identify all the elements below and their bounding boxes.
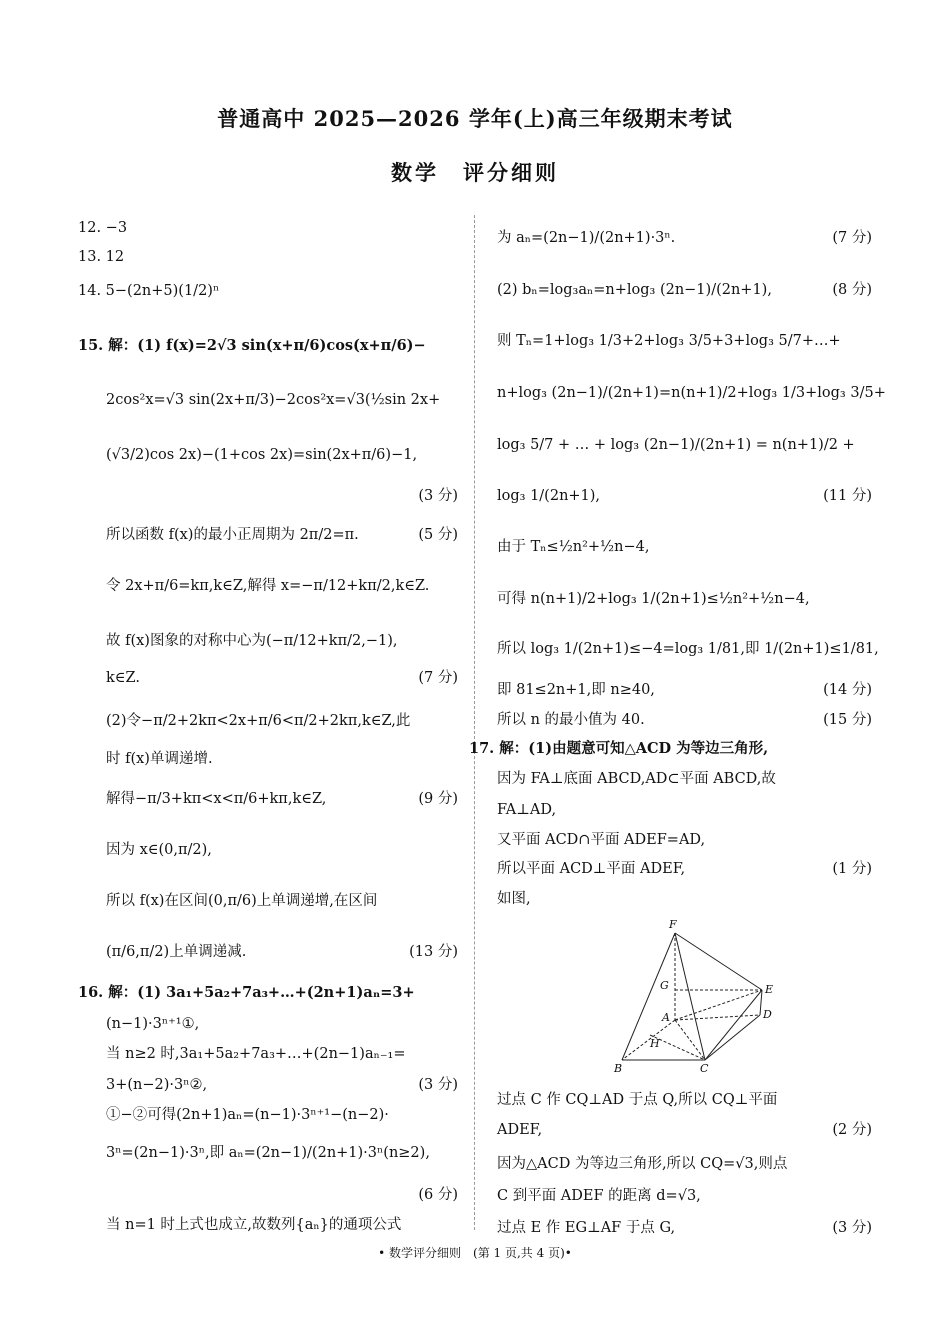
edge-AD [675, 1015, 760, 1020]
left-line [106, 577, 458, 595]
left-line [106, 446, 458, 464]
left-line [106, 892, 458, 910]
score: (3 分) [418, 1077, 458, 1093]
line-text: 时 f(x)单调递增. [106, 751, 213, 767]
line-text: 3+(n−2)·3ⁿ②, [106, 1077, 208, 1093]
left-line [106, 841, 458, 859]
line-text: 为 aₙ=(2n−1)/(2n+1)·3ⁿ. [497, 230, 676, 246]
right-line [497, 640, 879, 658]
line-text: 17. 解：(1)由题意可知△ACD 为等边三角形, [469, 740, 769, 757]
label-F: F [669, 918, 677, 931]
left-line [106, 1015, 458, 1033]
line-text: 故 f(x)图象的对称中心为(−π/12+kπ/2,−1), [106, 633, 398, 649]
label-B: B [614, 1062, 623, 1075]
line-text: n+log₃ (2n−1)/(2n+1)=n(n+1)/2+log₃ 1/3+log₃ 3/5+ [497, 385, 886, 401]
line-text: 13. 12 [78, 249, 125, 265]
line-text: 所以 log₃ 1/(2n+1)≤−4=log₃ 1/81,即 1/(2n+1)≤1/81, [497, 641, 879, 657]
line-text: 因为 FA⊥底面 ABCD,AD⊂平面 ABCD,故 [497, 771, 776, 787]
line-text: log₃ 1/(2n+1), [497, 488, 601, 504]
left-line [78, 984, 458, 1002]
edge-FC [675, 933, 705, 1060]
label-A: A [662, 1011, 670, 1024]
edge-FB [622, 933, 675, 1060]
left-line [106, 750, 458, 768]
left-line [78, 248, 458, 266]
page-footer: • 数学评分细则 (第 1 页,共 4 页)• [378, 1246, 572, 1260]
line-text: 即 81≤2n+1,即 n≥40, [497, 682, 655, 698]
line-text: 16. 解：(1) 3a₁+5a₂+7a₃+…+(2n+1)aₙ=3+ [78, 984, 415, 1001]
right-line [497, 384, 886, 402]
right-line [497, 711, 872, 729]
label-G: G [660, 979, 669, 992]
line-text: (π/6,π/2)上单调递减. [106, 944, 247, 960]
left-line [106, 526, 458, 544]
line-text: 如图, [497, 891, 531, 907]
edge-CD [705, 1015, 760, 1060]
right-line [497, 1155, 872, 1173]
line-text: (√3/2)cos 2x)−(1+cos 2x)=sin(2x+π/6)−1, [106, 447, 418, 463]
line-text: log₃ 5/7 + … + log₃ (2n−1)/(2n+1) = n(n+1)/2 + [497, 437, 855, 453]
edge-ED [760, 990, 762, 1015]
line-text: 12. −3 [78, 220, 128, 236]
right-line [497, 860, 872, 878]
left-line [106, 790, 458, 808]
left-line [106, 1216, 458, 1234]
right-line [497, 1121, 872, 1139]
line-text: 2cos²x=√3 sin(2x+π/3)−2cos²x=√3(½sin 2x+ [106, 392, 441, 408]
line-text: 所以函数 f(x)的最小正周期为 2π/2=π. [106, 527, 359, 543]
score: (5 分) [418, 527, 458, 543]
line-text: 可得 n(n+1)/2+log₃ 1/(2n+1)≤½n²+½n−4, [497, 591, 810, 607]
left-line [106, 391, 458, 409]
line-text: 令 2x+π/6=kπ,k∈Z,解得 x=−π/12+kπ/2,k∈Z. [106, 578, 430, 594]
score: (2 分) [832, 1122, 872, 1138]
line-text: C 到平面 ADEF 的距离 d=√3, [497, 1188, 701, 1204]
line-text: 解得−π/3+kπ<x<π/6+kπ,k∈Z, [106, 791, 327, 807]
right-line [497, 436, 872, 454]
line-text: 当 n=1 时上式也成立,故数列{aₙ}的通项公式 [106, 1217, 402, 1233]
score: (3 分) [832, 1220, 872, 1236]
line-text: 所以 n 的最小值为 40. [497, 712, 645, 728]
left-line [106, 943, 458, 961]
edge-FE [675, 933, 762, 990]
right-line [497, 332, 872, 350]
left-line [78, 337, 458, 355]
left-line [106, 1045, 458, 1063]
left-line [106, 669, 458, 687]
line-text: 因为 x∈(0,π/2), [106, 842, 212, 858]
line-text: (n−1)·3ⁿ⁺¹①, [106, 1016, 200, 1032]
page-subtitle: 数学 评分细则 [391, 160, 559, 185]
right-line [497, 801, 872, 819]
right-line [497, 281, 872, 299]
line-text: 当 n≥2 时,3a₁+5a₂+7a₃+…+(2n−1)aₙ₋₁= [106, 1046, 406, 1062]
line-text: (2) bₙ=log₃aₙ=n+log₃ (2n−1)/(2n+1), [497, 282, 772, 298]
line-text: 14. 5−(2n+5)(1/2)ⁿ [78, 283, 220, 299]
score: (14 分) [823, 682, 872, 698]
score: (6 分) [418, 1187, 458, 1203]
left-line [106, 1076, 458, 1094]
left-line [106, 632, 458, 650]
page-title: 普通高中 2025—2026 学年(上)高三年级期末考试 [217, 106, 733, 131]
line-text: FA⊥AD, [497, 802, 557, 818]
left-line [78, 219, 458, 237]
line-text: 因为△ACD 为等边三角形,所以 CQ=√3,则点 [497, 1156, 788, 1172]
score: (13 分) [409, 944, 458, 960]
edge-CE [705, 990, 762, 1060]
score: (7 分) [832, 230, 872, 246]
score: (3 分) [418, 488, 458, 504]
right-line [469, 740, 872, 758]
right-line [497, 1187, 872, 1205]
left-line [106, 1106, 458, 1124]
score: (11 分) [823, 488, 872, 504]
right-line [497, 1091, 872, 1109]
line-text: k∈Z. [106, 670, 140, 686]
geometry-figure [610, 915, 790, 1075]
line-text: ①−②可得(2n+1)aₙ=(n−1)·3ⁿ⁺¹−(n−2)· [106, 1107, 389, 1123]
right-line [497, 831, 872, 849]
label-E: E [765, 983, 774, 996]
label-D: D [763, 1008, 772, 1021]
line-text: 所以平面 ACD⊥平面 ADEF, [497, 861, 686, 877]
label-C: C [700, 1062, 709, 1075]
right-line [497, 229, 872, 247]
right-line [497, 590, 872, 608]
right-line [497, 890, 872, 908]
edge-AE [675, 990, 762, 1020]
left-line [106, 1144, 458, 1162]
line-text: 15. 解：(1) f(x)=2√3 sin(x+π/6)cos(x+π/6)− [78, 337, 426, 354]
score: (9 分) [418, 791, 458, 807]
line-text: (2)令−π/2+2kπ<2x+π/6<π/2+2kπ,k∈Z,此 [106, 713, 411, 729]
line-text: 所以 f(x)在区间(0,π/6)上单调递增,在区间 [106, 893, 378, 909]
score: (8 分) [832, 282, 872, 298]
line-text: 则 Tₙ=1+log₃ 1/3+2+log₃ 3/5+3+log₃ 5/7+…+ [497, 333, 841, 349]
column-divider [474, 215, 475, 1230]
score: (15 分) [823, 712, 872, 728]
right-line [497, 538, 872, 556]
right-line [497, 1219, 872, 1237]
right-line [497, 681, 872, 699]
left-line [106, 712, 458, 730]
score: (7 分) [418, 670, 458, 686]
line-text: 过点 C 作 CQ⊥AD 于点 Q,所以 CQ⊥平面 [497, 1092, 778, 1108]
label-H: H [650, 1037, 660, 1050]
right-line [497, 770, 872, 788]
line-text: ADEF, [497, 1122, 543, 1138]
line-text: 3ⁿ=(2n−1)·3ⁿ,即 aₙ=(2n−1)/(2n+1)·3ⁿ(n≥2), [106, 1145, 430, 1161]
line-text: 又平面 ACD∩平面 ADEF=AD, [497, 832, 706, 848]
left-line [78, 282, 458, 300]
right-line [497, 487, 872, 505]
score: (1 分) [832, 861, 872, 877]
line-text: 由于 Tₙ≤½n²+½n−4, [497, 539, 650, 555]
line-text: 过点 E 作 EG⊥AF 于点 G, [497, 1220, 676, 1236]
